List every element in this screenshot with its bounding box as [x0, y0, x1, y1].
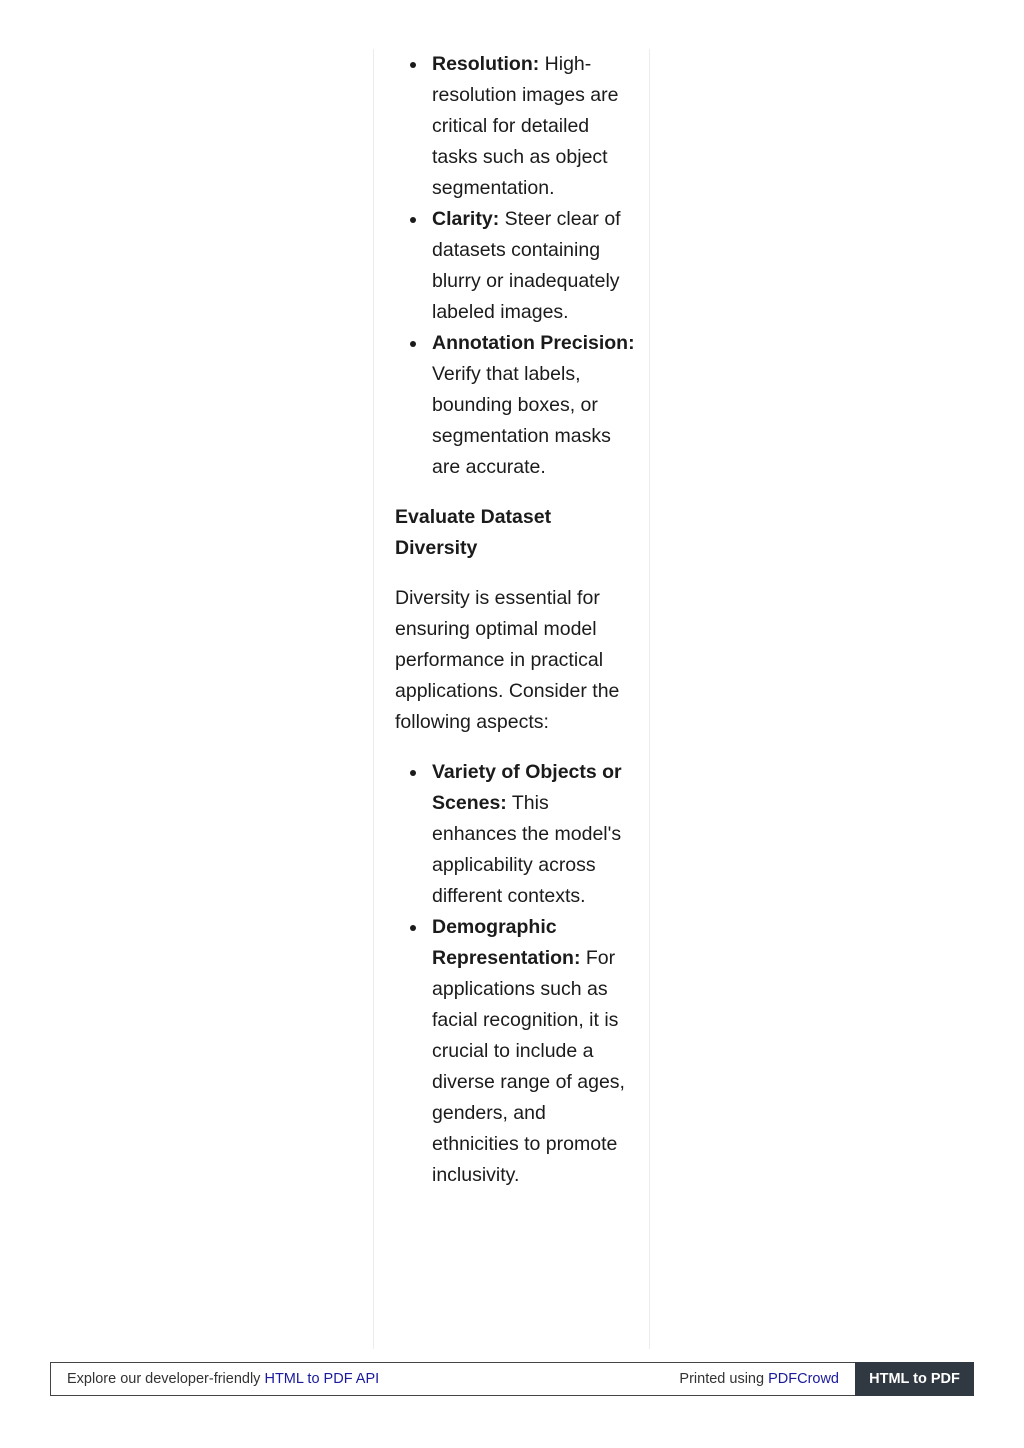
- article-content: [395, 49, 635, 1191]
- list-item: [395, 912, 635, 1191]
- list-item-term: Clarity:: [432, 208, 500, 230]
- article-column: [373, 49, 650, 1349]
- section-heading: Evaluate Dataset Diversity: [395, 506, 552, 559]
- footer-promo-text: Explore our developer-friendly: [67, 1371, 265, 1387]
- list-item: [395, 204, 635, 328]
- list-item-text: This enhances the model's applicability across different contexts.: [432, 792, 622, 907]
- list-item: [395, 49, 635, 204]
- pdf-footer-bar: [50, 1362, 974, 1396]
- quality-list: [395, 49, 635, 483]
- list-item-text: Steer clear of datasets containing blurry or inadequately labeled images.: [432, 208, 621, 323]
- list-item-term: Variety of Objects or Scenes:: [432, 761, 622, 814]
- html-to-pdf-button[interactable]: HTML to PDF: [855, 1362, 974, 1396]
- footer-printed-by: [679, 1363, 839, 1395]
- list-item-term: Resolution:: [432, 53, 540, 75]
- list-item-text: High-resolution images are critical for detailed tasks such as object segmentation.: [432, 53, 619, 199]
- pdfcrowd-link[interactable]: PDFCrowd: [768, 1371, 839, 1387]
- list-item-term: Demographic Representation:: [432, 916, 581, 969]
- html-to-pdf-api-link[interactable]: HTML to PDF API: [264, 1371, 380, 1387]
- section-intro: Diversity is essential for ensuring optimal model performance in practical applications. Consider the following aspects:: [395, 587, 620, 733]
- list-item-term: Annotation Precision:: [432, 332, 635, 354]
- list-item-text: For applications such as facial recognition, it is crucial to include a diverse range of ages, genders, and ethnicities to promote inclusivity.: [432, 947, 625, 1186]
- diversity-list: [395, 757, 635, 1191]
- footer-promo: [67, 1363, 379, 1395]
- list-item: [395, 757, 635, 912]
- list-item: [395, 328, 635, 483]
- list-item-text: Verify that labels, bounding boxes, or segmentation masks are accurate.: [432, 363, 611, 478]
- footer-printed-text: Printed using: [679, 1371, 769, 1387]
